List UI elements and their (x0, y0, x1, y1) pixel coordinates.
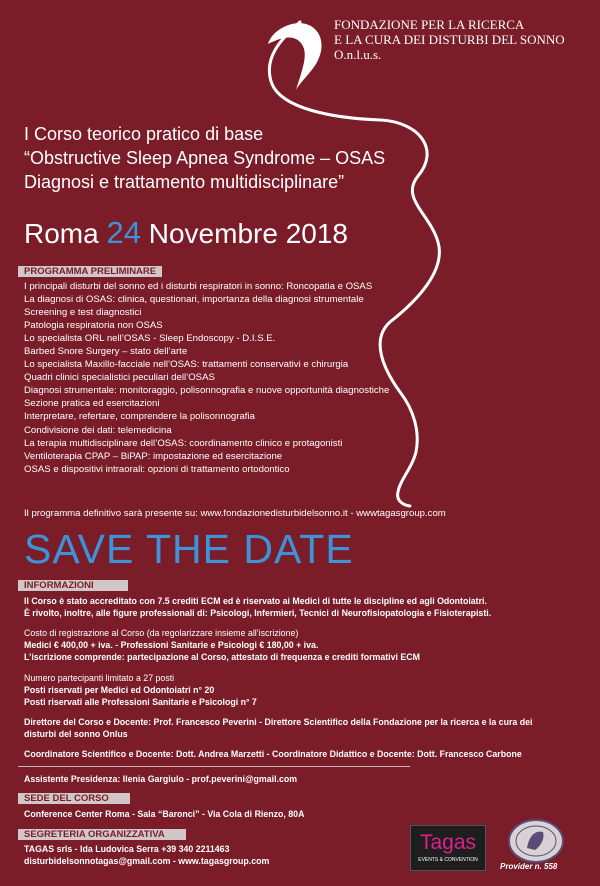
direttore-line-1: Direttore del Corso e Docente: Prof. Francesco Peverini - Direttore Scientifico della Fondazione per la ricerca e la cura dei (24, 717, 533, 727)
list-item: La diagnosi di OSAS: clinica, questionari, importanza della diagnosi strumentale (24, 294, 364, 306)
segreteria-info (24, 843, 269, 867)
course-title (24, 122, 385, 194)
event-day: 24 (106, 215, 141, 250)
list-item: Interpretare, refertare, comprendere la polisonnografia (24, 411, 255, 423)
assistente-line: Assistente Presidenza: Ilenia Gargiulo - prof.peverini@gmail.com (24, 774, 298, 784)
tagas-logo (410, 825, 486, 871)
course-title-line-1: I Corso teorico pratico di base (24, 124, 264, 144)
foundation-moon-icon (268, 23, 322, 90)
informazioni-header: INFORMAZIONI (18, 580, 128, 591)
costo-line-3: L’iscrizione comprende: partecipazione al Corso, attestato di frequenza e crediti formativi ECM (24, 652, 420, 662)
list-item: Ventiloterapia CPAP – BiPAP: impostazione ed esercitazione (24, 450, 283, 462)
list-item: Lo specialista Maxillo-facciale nell’OSAS: trattamenti conservativi e chirurgia (24, 359, 349, 371)
list-item: Patologia respiratoria non OSAS (24, 320, 163, 332)
list-item: Barbed Snore Surgery – stato dell’arte (24, 346, 188, 358)
posti-line-1: Numero partecipanti limitato a 27 posti (24, 673, 175, 683)
event-month-year: Novembre 2018 (148, 218, 348, 249)
ecm-line-2: È rivolto, inoltre, alle figure professionali di: Psicologi, Infermieri, Tecnici di Neurofisiopatologia e Fisioterapisti. (24, 608, 492, 618)
posti-line-3: Posti riservati alle Professioni Sanitarie e Psicologi n° 7 (24, 697, 257, 707)
divider (18, 766, 410, 767)
posti-line-2: Posti riservati per Medici ed Odontoiatri n° 20 (24, 685, 215, 695)
sede-info (24, 808, 304, 820)
programma-header: PROGRAMMA PRELIMINARE (18, 266, 162, 277)
foundation-line-1: FONDAZIONE PER LA RICERCA (334, 17, 525, 32)
posti-info (24, 672, 257, 708)
programma-list (24, 280, 389, 476)
event-date (24, 216, 348, 251)
costo-info (24, 627, 420, 663)
sede-line: Conference Center Roma - Sala “Baronci” - Via Cola di Rienzo, 80A (24, 809, 305, 819)
list-item: Condivisione dei dati: telemedicina (24, 424, 172, 436)
list-item: I principali disturbi del sonno ed i disturbi respiratori in sonno: Roncopatia e OSAS (24, 281, 373, 292)
course-title-line-3: Diagnosi e trattamento multidisciplinare” (24, 172, 345, 192)
foundation-line-3: O.n.l.u.s. (334, 47, 382, 62)
coordinatore-info (24, 748, 522, 760)
segreteria-header: SEGRETERIA ORGANIZZATIVA (18, 829, 186, 840)
list-item: Quadri clinici specialistici peculiari dell’OSAS (24, 372, 215, 384)
coordinatore-line: Coordinatore Scientifico e Docente: Dott. Andrea Marzetti - Coordinatore Didattico e Docente: Dott. Francesco Carbone (24, 749, 522, 759)
sede-header: SEDE DEL CORSO (18, 793, 130, 804)
programma-note: Il programma definitivo sarà presente su: www.fondazionedisturbidelsonno.it - wwwtagasgroup.com (24, 508, 446, 519)
foundation-line-2: E LA CURA DEI DISTURBI DEL SONNO (334, 32, 565, 47)
ecm-info (24, 595, 491, 619)
provider-number: Provider n. 558 (500, 862, 558, 871)
foundation-name (334, 17, 565, 62)
list-item: Sezione pratica ed esercitazioni (24, 398, 160, 410)
list-item: Screening e test diagnostici (24, 307, 142, 319)
save-the-date-heading: SAVE THE DATE (24, 526, 354, 572)
ecm-line-1: Il Corso è stato accreditato con 7.5 crediti ECM ed è riservato ai Medici di tutte le discipline ed agli Odontoiatri. (24, 596, 487, 606)
direttore-line-2: disturbi del sonno Onlus (24, 729, 128, 739)
assistente-info (24, 773, 297, 785)
tagas-logo-name: Tagas (419, 831, 477, 854)
segreteria-line-2: disturbidelsonnotagas@gmail.com - www.tagasgroup.com (24, 856, 270, 866)
event-city: Roma (24, 218, 99, 249)
segreteria-line-1: TAGAS srls - Ida Ludovica Serra +39 340 2211463 (24, 844, 230, 854)
provider-seal-icon (505, 818, 567, 864)
costo-line-1: Costo di registrazione al Corso (da regolarizzare insieme all’iscrizione) (24, 628, 299, 638)
list-item: Lo specialista ORL nell’OSAS - Sleep Endoscopy - D.I.S.E. (24, 333, 276, 345)
list-item: Diagnosi strumentale: monitoraggio, polisonnografia e nuove opportunità diagnostiche (24, 385, 390, 397)
direttore-info (24, 716, 532, 740)
list-item: La terapia multidisciplinare dell’OSAS: coordinamento clinico e protagonisti (24, 437, 343, 449)
list-item: OSAS e dispositivi intraorali: opzioni di trattamento ortodontico (24, 463, 290, 475)
costo-line-2: Medici € 400,00 + iva. - Professioni Sanitarie e Psicologi € 180,00 + iva. (24, 640, 319, 650)
tagas-logo-sub: EVENTS & CONVENTION (418, 857, 478, 863)
course-title-line-2: “Obstructive Sleep Apnea Syndrome – OSAS (24, 148, 386, 168)
